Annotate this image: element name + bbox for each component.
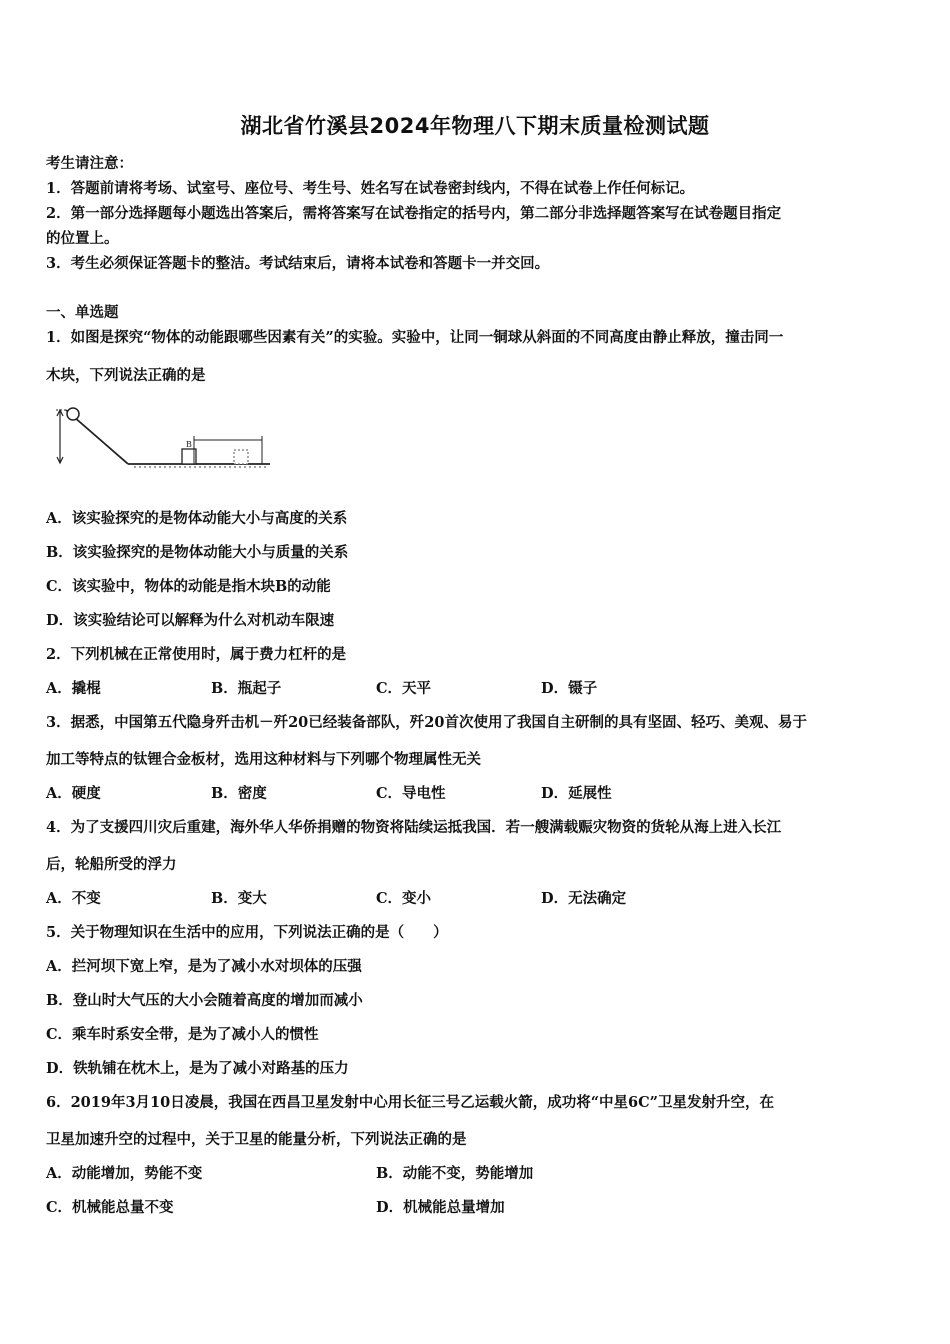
q1-option-b: B．该实验探究的是物体动能大小与质量的关系 <box>46 544 349 561</box>
q1-option-c: C．该实验中，物体的动能是指木块B的动能 <box>46 578 331 595</box>
q3-option-c: C．导电性 <box>376 785 446 802</box>
notice-item: 3．考生必须保证答题卡的整洁。考试结束后，请将本试卷和答题卡一并交回。 <box>46 255 550 272</box>
copper-ball <box>67 408 79 420</box>
section-heading: 一、单选题 <box>46 304 119 321</box>
question-6-stem-cont: 卫星加速升空的过程中，关于卫星的能量分析，下列说法正确的是 <box>46 1131 467 1148</box>
q6-option-c: C．机械能总量不变 <box>46 1199 174 1216</box>
block-final-position <box>234 450 248 464</box>
notice-item: 2．第一部分选择题每小题选出答案后，需将答案写在试卷指定的括号内，第二部分非选择题答案写在试卷题目指定 <box>46 205 782 222</box>
q4-option-c: C．变小 <box>376 890 432 907</box>
q1-option-a: A．该实验探究的是物体动能大小与高度的关系 <box>46 510 348 527</box>
q5-option-a: A．拦河坝下宽上窄，是为了减小水对坝体的压强 <box>46 958 362 975</box>
block-label: B <box>186 440 192 449</box>
q4-option-b: B．变大 <box>211 890 267 907</box>
question-4-stem: 4．为了支援四川灾后重建，海外华人华侨捐赠的物资将陆续运抵我国．若一艘满载赈灾物资的货轮从海上进入长江 <box>46 819 782 836</box>
question-2-stem: 2．下列机械在正常使用时，属于费力杠杆的是 <box>46 646 347 663</box>
notice-heading: 考生请注意： <box>46 155 133 172</box>
q1-option-d: D．该实验结论可以解释为什么对机动车限速 <box>46 612 335 629</box>
q5-option-b: B．登山时大气压的大小会随着高度的增加而减小 <box>46 992 363 1009</box>
q6-option-b: B．动能不变，势能增加 <box>376 1165 534 1182</box>
q3-option-d: D．延展性 <box>541 785 612 802</box>
question-3-stem: 3．据悉，中国第五代隐身歼击机－歼20已经装备部队，歼20首次使用了我国自主研制的具有坚固、轻巧、美观、易于 <box>46 714 807 731</box>
question-1-stem-cont: 木块，下列说法正确的是 <box>46 367 206 384</box>
q3-option-a: A．硬度 <box>46 785 101 802</box>
q2-option-b: B．瓶起子 <box>211 680 282 697</box>
question-6-stem: 6．2019年3月10日凌晨，我国在西昌卫星发射中心用长征三号乙运载火箭，成功将“中星6C”卫星发射升空，在 <box>46 1094 775 1111</box>
incline-experiment-figure <box>48 400 273 475</box>
question-3-stem-cont: 加工等特点的钛锂合金板材，选用这种材料与下列哪个物理属性无关 <box>46 751 481 768</box>
question-4-stem-cont: 后，轮船所受的浮力 <box>46 856 177 873</box>
question-1-stem: 1．如图是探究“物体的动能跟哪些因素有关”的实验。实验中，让同一铜球从斜面的不同高度由静止释放，撞击同一 <box>46 329 784 346</box>
q2-option-a: A．撬棍 <box>46 680 101 697</box>
q5-option-c: C．乘车时系安全带，是为了减小人的惯性 <box>46 1026 319 1043</box>
exam-title: 湖北省竹溪县2024年物理八下期末质量检测试题 <box>240 114 710 138</box>
q6-option-a: A．动能增加，势能不变 <box>46 1165 203 1182</box>
q2-option-d: D．镊子 <box>541 680 598 697</box>
question-5-stem: 5．关于物理知识在生活中的应用，下列说法正确的是（ ） <box>46 924 448 941</box>
q4-option-a: A．不变 <box>46 890 101 907</box>
q3-option-b: B．密度 <box>211 785 267 802</box>
q5-option-d: D．铁轨铺在枕木上，是为了减小对路基的压力 <box>46 1060 349 1077</box>
q4-option-d: D．无法确定 <box>541 890 627 907</box>
q6-option-d: D．机械能总量增加 <box>376 1199 505 1216</box>
notice-item: 的位置上。 <box>46 230 119 247</box>
q2-option-c: C．天平 <box>376 680 432 697</box>
notice-item: 1．答题前请将考场、试室号、座位号、考生号、姓名写在试卷密封线内，不得在试卷上作任何标记。 <box>46 180 695 197</box>
